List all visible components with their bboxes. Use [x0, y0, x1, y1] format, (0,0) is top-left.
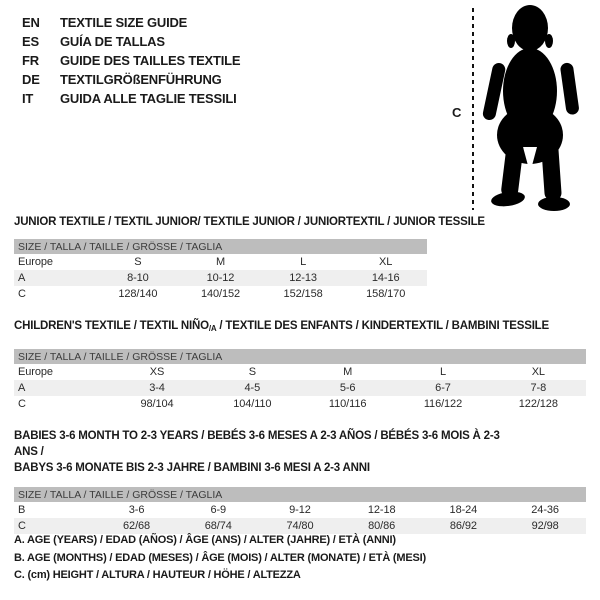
size-cell: 92/98 — [504, 518, 586, 534]
size-cell: 3-4 — [109, 380, 204, 396]
size-cell: 110/116 — [328, 398, 367, 410]
note-age-years: A. AGE (YEARS) / EDAD (AÑOS) / ÂGE (ANS) / ALTER (JAHRE) / ETÀ (ANNI) — [14, 534, 396, 546]
language-code: DE — [22, 72, 40, 87]
language-row — [22, 13, 240, 32]
size-cell: L — [439, 366, 446, 378]
language-code: FR — [22, 53, 39, 68]
size-cell: XL — [531, 366, 545, 378]
size-cell: S — [248, 366, 256, 378]
babies-title-line1: BABIES 3-6 MONTH TO 2-3 YEARS / BEBÉS 3-6 MESES A 2-3 AÑOS / BÉBÉS 3-6 MOIS À 2-3 ANS / — [14, 430, 500, 458]
size-cell: 18-24 — [449, 504, 478, 516]
size-cell: 3-6 — [128, 504, 145, 516]
babies-section — [14, 428, 586, 534]
height-measure-dashed-line — [472, 8, 474, 210]
language-title: TEXTILGRÖßENFÜHRUNG — [60, 72, 222, 87]
size-cell: 62/68 — [96, 518, 178, 534]
size-cell: 24-36 — [531, 504, 559, 516]
row-label: A — [14, 270, 97, 286]
size-cell: L — [300, 256, 307, 268]
size-cell: 6-9 — [210, 504, 227, 516]
table-row — [14, 502, 586, 518]
junior-title: JUNIOR TEXTILE / TEXTIL JUNIOR/ TEXTILE JUNIOR / JUNIORTEXTIL / JUNIOR TESSILE — [14, 216, 485, 228]
size-cell: 116/122 — [423, 398, 463, 410]
row-label: Europe — [18, 366, 53, 378]
children-section — [14, 319, 586, 412]
size-header: SIZE / TALLA / TAILLE / GRÖSSE / TAGLIA — [14, 239, 427, 254]
size-cell: 9-12 — [289, 504, 311, 516]
size-cell: XS — [149, 366, 165, 378]
size-cell: M — [343, 366, 353, 378]
note-age-months: B. AGE (MONTHS) / EDAD (MESES) / ÂGE (MOIS) / ALTER (MONATE) / ETÀ (MESI) — [14, 551, 426, 564]
language-code: EN — [22, 15, 40, 30]
size-cell: 122/128 — [518, 398, 558, 410]
junior-size-table — [14, 239, 427, 302]
children-title-pre: CHILDREN'S TEXTILE / TEXTIL NIÑO — [14, 320, 209, 332]
size-cell: XL — [379, 256, 393, 268]
language-row — [22, 70, 240, 89]
table-row — [14, 364, 586, 380]
children-title-post: / TEXTILE DES ENFANTS / KINDERTEXTIL / BAMBINI TESSILE — [216, 320, 549, 332]
language-list — [22, 13, 240, 108]
legend-notes — [14, 532, 426, 585]
language-title: GUIDE DES TAILLES TEXTILE — [60, 53, 241, 68]
size-header: SIZE / TALLA / TAILLE / GRÖSSE / TAGLIA — [14, 349, 586, 364]
row-label: B — [18, 504, 26, 516]
row-label: C — [18, 398, 26, 410]
size-cell: 8-10 — [97, 270, 180, 286]
size-cell: 128/140 — [118, 288, 158, 300]
language-row — [22, 51, 240, 70]
size-cell: 140/152 — [200, 288, 241, 300]
language-title: GUIDA ALLE TAGLIE TESSILI — [60, 91, 237, 106]
language-code: IT — [22, 91, 34, 106]
size-cell: 4-5 — [205, 380, 300, 396]
toddler-silhouette-icon — [478, 3, 590, 213]
children-title-sub: /A — [208, 324, 217, 333]
size-cell: 10-12 — [179, 270, 262, 286]
size-cell: 98/104 — [140, 398, 174, 410]
size-cell: 6-7 — [395, 380, 490, 396]
table-row — [14, 254, 427, 270]
row-label: Europe — [18, 256, 53, 268]
size-cell: S — [134, 256, 142, 268]
height-measure-label: C — [452, 105, 462, 120]
row-label: C — [18, 288, 26, 300]
size-cell: 104/110 — [233, 398, 272, 410]
row-label: A — [14, 380, 109, 396]
size-cell: 80/86 — [341, 518, 423, 534]
language-code: ES — [22, 34, 39, 49]
table-row — [14, 396, 586, 412]
size-cell: 12-18 — [367, 504, 396, 516]
size-cell: 86/92 — [423, 518, 505, 534]
babies-size-table — [14, 487, 586, 534]
children-title — [14, 319, 586, 336]
size-cell: M — [215, 256, 226, 268]
note-height-cm: C. (cm) HEIGHT / ALTURA / HAUTEUR / HÖHE / ALTEZZA — [14, 569, 301, 581]
size-cell: 5-6 — [300, 380, 395, 396]
row-label: C — [14, 518, 96, 534]
babies-title — [14, 428, 514, 476]
size-cell: 68/74 — [177, 518, 259, 534]
junior-section — [14, 215, 485, 302]
table-row — [14, 286, 427, 302]
babies-title-line2: BABYS 3-6 MONATE BIS 2-3 JAHRE / BAMBINI 3-6 MESI A 2-3 ANNI — [14, 462, 370, 474]
children-size-table — [14, 349, 586, 412]
size-cell: 74/80 — [259, 518, 341, 534]
size-cell: 14-16 — [344, 270, 427, 286]
size-cell: 152/158 — [283, 288, 323, 300]
size-cell: 12-13 — [262, 270, 345, 286]
language-row — [22, 89, 240, 108]
size-cell: 7-8 — [491, 380, 586, 396]
size-cell: 158/170 — [366, 288, 406, 300]
language-title: TEXTILE SIZE GUIDE — [60, 15, 188, 30]
table-row — [14, 270, 427, 286]
language-title: GUÍA DE TALLAS — [60, 34, 165, 49]
size-header: SIZE / TALLA / TAILLE / GRÖSSE / TAGLIA — [14, 487, 586, 502]
table-row — [14, 380, 586, 396]
language-row — [22, 32, 240, 51]
